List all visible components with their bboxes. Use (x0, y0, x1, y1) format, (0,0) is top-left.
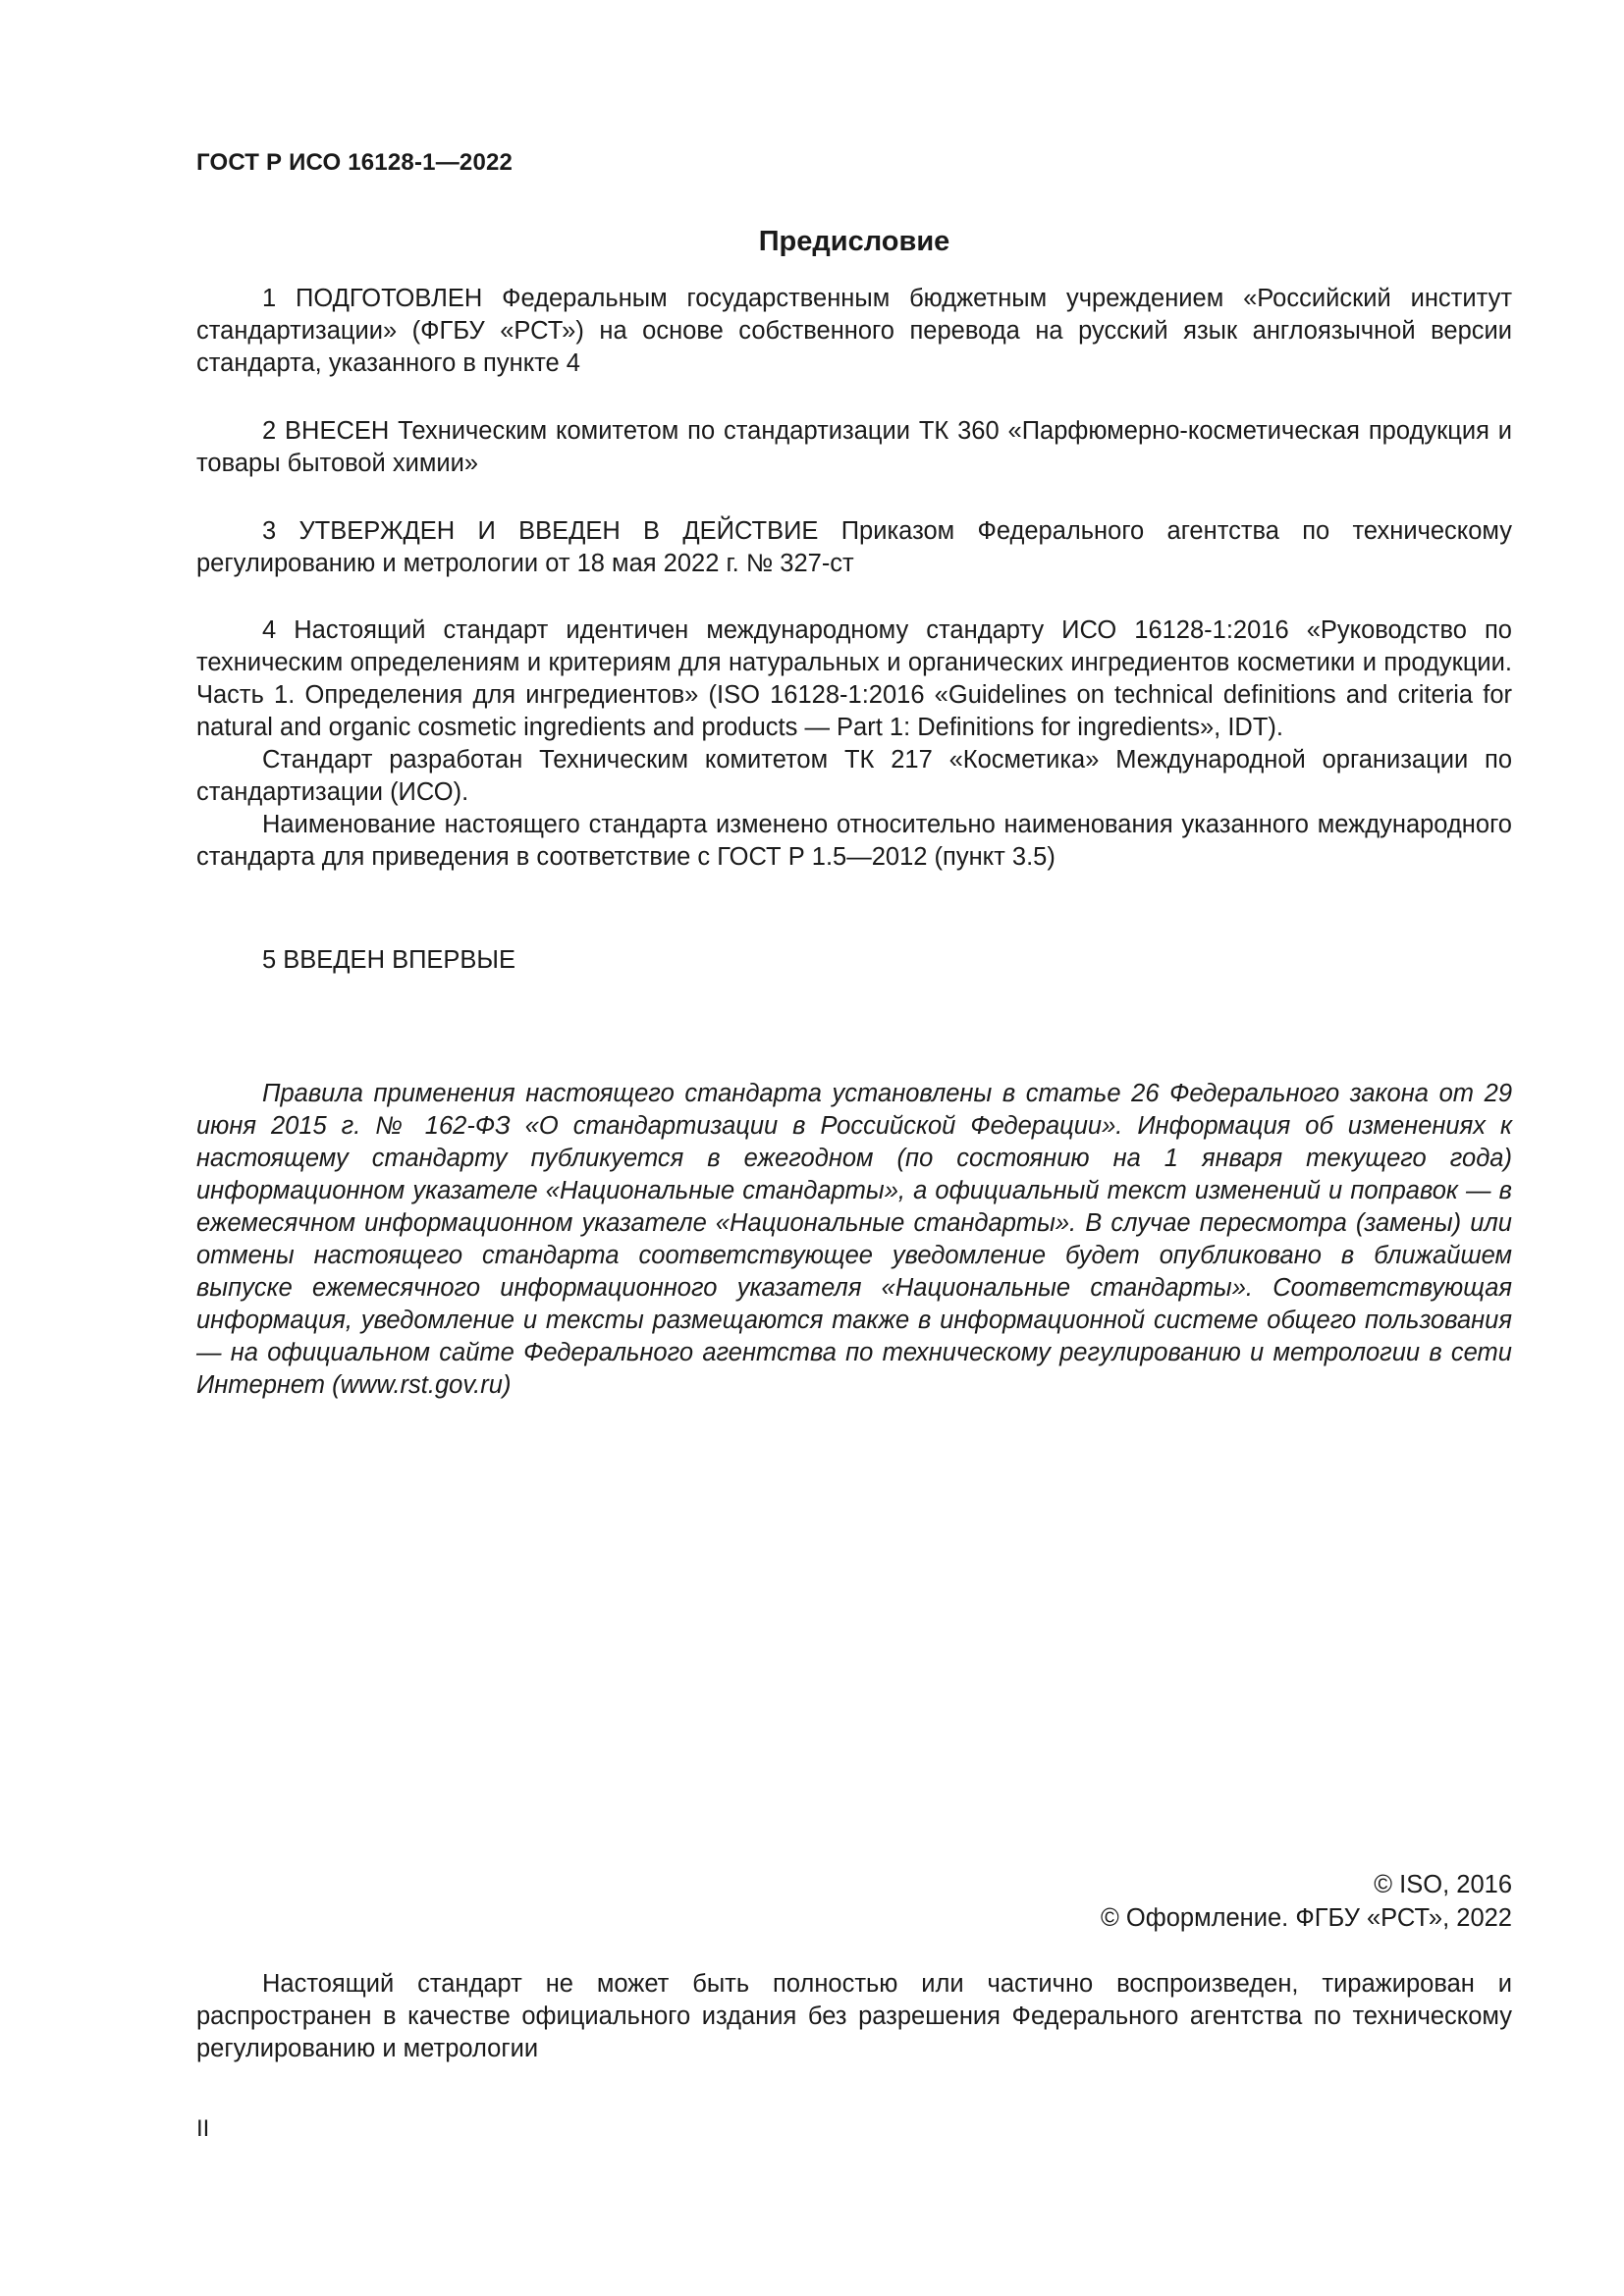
foreword-item-2-text: 2 ВНЕСЕН Техническим комитетом по стандартизации ТК 360 «Парфюмерно-косметическая продукция и товары бытовой химии» (196, 417, 1512, 477)
application-rules-text: Правила применения настоящего стандарта установлены в статье 26 Федерального закона от 29 июня 2015 г. № 162-ФЗ «О стандартизации в Российской Федерации». Информация об изменениях к настоящему стандарту публикуется в ежегодном (по состоянию на 1 января текущего года) информационном указателе «Национальные стандарты», а официальный текст изменений и поправок — в ежемесячном информационном указателе «Национальные стандарты». В случае пересмотра (замены) или отмены настоящего стандарта соответствующее уведомление будет опубликовано в ближайшем выпуске ежемесячного информационного указателя «Национальные стандарты». Соответствующая информация, уведомление и тексты размещаются также в информационной системе общего пользования — на официальном сайте Федерального агентства по техническому регулированию и метрологии в сети Интернет (www.rst.gov.ru) (196, 1080, 1512, 1399)
foreword-item-3 (196, 515, 1512, 580)
foreword-item-3-text: 3 УТВЕРЖДЕН И ВВЕДЕН В ДЕЙСТВИЕ Приказом Федерального агентства по техническому регулированию и метрологии от 18 мая 2022 г. № 327-ст (196, 517, 1512, 577)
foreword-item-4-paragraph-3: Наименование настоящего стандарта изменено относительно наименования указанного международного стандарта для приведения в соответствие с ГОСТ Р 1.5—2012 (пункт 3.5) (196, 811, 1512, 871)
document-page (196, 0, 1512, 2296)
copyright-block (1101, 1868, 1512, 1935)
foreword-item-2 (196, 415, 1512, 480)
page-number: II (196, 2115, 210, 2142)
foreword-item-1 (196, 283, 1512, 380)
foreword-item-4-paragraph-1: 4 Настоящий стандарт идентичен международному стандарту ИСО 16128-1:2016 «Руководство по техническим определениям и критериям для натуральных и органических ингредиентов косметики и продукции. Часть 1. Определения для ингредиентов» (ISO 16128-1:2016 «Guidelines on technical definitions and criteria for natural and organic cosmetic ingredients and products — Part 1: Definitions for ingredients», IDT). (196, 616, 1512, 741)
reproduction-notice: Настоящий стандарт не может быть полностью или частично воспроизведен, тиражирован и распространен в качестве официального издания без разрешения Федерального агентства по техническому регулированию и метрологии (196, 1970, 1512, 2062)
foreword-item-4-paragraph-2: Стандарт разработан Техническим комитетом ТК 217 «Косметика» Международной организации по стандартизации (ИСО). (196, 746, 1512, 806)
foreword-item-4 (196, 614, 1512, 874)
foreword-item-1-text: 1 ПОДГОТОВЛЕН Федеральным государственным бюджетным учреждением «Российский институт стандартизации» (ФГБУ «РСТ») на основе собственного перевода на русский язык англоязычной версии стандарта, указанного в пункте 4 (196, 285, 1512, 377)
foreword-item-5-text: 5 ВВЕДЕН ВПЕРВЫЕ (262, 946, 516, 974)
foreword-item-5 (196, 944, 1512, 977)
page-title: Предисловие (758, 226, 950, 257)
copyright-design: © Оформление. ФГБУ «РСТ», 2022 (1101, 1904, 1512, 1932)
copyright-iso: © ISO, 2016 (1374, 1871, 1512, 1898)
document-code-header: ГОСТ Р ИСО 16128-1—2022 (196, 149, 514, 176)
